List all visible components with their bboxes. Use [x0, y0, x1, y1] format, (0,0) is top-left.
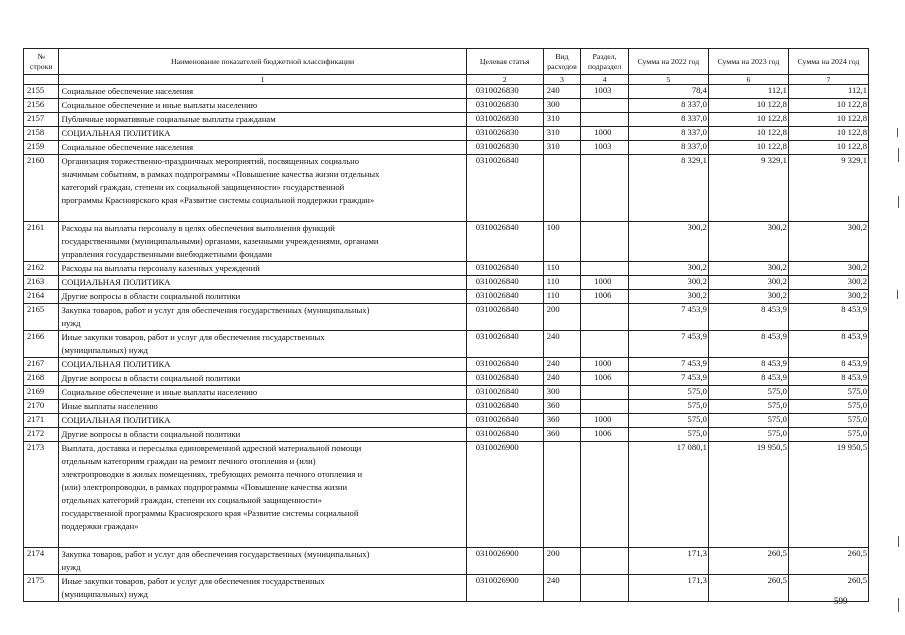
- target-article: 0310026840: [466, 386, 543, 400]
- sum-2022: 8 337,0: [628, 99, 708, 113]
- section-code: [581, 548, 629, 575]
- target-article: 0310026900: [466, 548, 543, 575]
- expense-type: [543, 155, 580, 222]
- sum-2023: 575,0: [708, 400, 788, 414]
- table-header: [24, 49, 869, 85]
- sum-2022: 78,4: [628, 85, 708, 99]
- row-name-line: Другие вопросы в области социальной политики: [61, 291, 241, 301]
- row-name: [59, 222, 466, 262]
- row-name-line: (муниципальных) нужд: [61, 345, 148, 355]
- table-row: [24, 155, 869, 222]
- expense-type: 310: [543, 113, 580, 127]
- row-name-line: управления государственными внебюджетными фондами: [61, 249, 272, 259]
- sum-2022: 300,2: [628, 290, 708, 304]
- sum-2024: 575,0: [788, 400, 868, 414]
- sum-2023: 575,0: [708, 386, 788, 400]
- header-expense-type: Вид расходов: [543, 49, 580, 75]
- row-number: 2157: [24, 113, 59, 127]
- row-name-line: Социальное обеспечение и иные выплаты населению: [61, 387, 258, 397]
- row-number: 2161: [24, 222, 59, 262]
- sum-2023: 112,1: [708, 85, 788, 99]
- expense-type: 100: [543, 222, 580, 262]
- sum-2024: 300,2: [788, 276, 868, 290]
- target-article: 0310026840: [466, 372, 543, 386]
- target-article: 0310026900: [466, 442, 543, 548]
- row-name-line: программы Красноярского края «Развитие системы социальной поддержки граждан»: [61, 195, 375, 205]
- row-name-line: отдельным категориям граждан на ремонт печного отопления и (или): [61, 456, 316, 466]
- expense-type: 300: [543, 386, 580, 400]
- row-name: [59, 372, 466, 386]
- row-number: 2159: [24, 141, 59, 155]
- target-article: 0310026840: [466, 428, 543, 442]
- row-number: 2168: [24, 372, 59, 386]
- row-name: [59, 428, 466, 442]
- sum-2022: 7 453,9: [628, 372, 708, 386]
- target-article: 0310026840: [466, 414, 543, 428]
- row-name-line: (или) электропроводки, в рамках подпрограммы «Повышение качества жизни: [61, 482, 348, 492]
- row-number: 2166: [24, 331, 59, 358]
- row-name-line: Социальное обеспечение и иные выплаты населению: [61, 100, 258, 110]
- sum-2022: 7 453,9: [628, 358, 708, 372]
- row-number: 2163: [24, 276, 59, 290]
- row-number: 2162: [24, 262, 59, 276]
- sum-2024: 260,5: [788, 575, 868, 602]
- sum-2023: 9 329,1: [708, 155, 788, 222]
- expense-type: 240: [543, 372, 580, 386]
- table-row: [24, 331, 869, 358]
- sum-2022: 171,3: [628, 575, 708, 602]
- row-name-line: Расходы на выплаты персоналу в целях обеспечения выполнения функций: [61, 223, 335, 233]
- sum-2024: 8 453,9: [788, 304, 868, 331]
- row-name-line: Другие вопросы в области социальной политики: [61, 373, 241, 383]
- row-name-line: Социальное обеспечение населения: [61, 86, 194, 96]
- row-name: [59, 262, 466, 276]
- row-number: 2167: [24, 358, 59, 372]
- sum-2024: 575,0: [788, 414, 868, 428]
- sum-2024: 10 122,8: [788, 141, 868, 155]
- sum-2023: 19 950,5: [708, 442, 788, 548]
- sum-2024: 300,2: [788, 262, 868, 276]
- row-name-line: поддержки граждан»: [61, 521, 139, 531]
- target-article: 0310026830: [466, 127, 543, 141]
- section-code: [581, 99, 629, 113]
- sum-2024: 300,2: [788, 290, 868, 304]
- section-code: 1006: [581, 428, 629, 442]
- row-name-line: (муниципальных) нужд: [61, 589, 148, 599]
- section-code: [581, 155, 629, 222]
- table-row: [24, 85, 869, 99]
- target-article: 0310026840: [466, 290, 543, 304]
- table-row: [24, 358, 869, 372]
- row-name: [59, 358, 466, 372]
- sum-2023: 8 453,9: [708, 358, 788, 372]
- row-number: 2173: [24, 442, 59, 548]
- table-row: [24, 276, 869, 290]
- row-name-line: Расходы на выплаты персоналу казенных учреждений: [61, 263, 260, 273]
- sum-2022: 300,2: [628, 276, 708, 290]
- expense-type: 200: [543, 304, 580, 331]
- row-number: 2165: [24, 304, 59, 331]
- expense-type: 360: [543, 428, 580, 442]
- col-number: 6: [708, 75, 788, 85]
- header-section: Раздел, подраздел: [581, 49, 629, 75]
- row-name: [59, 386, 466, 400]
- target-article: 0310026830: [466, 141, 543, 155]
- header-sum-2024: Сумма на 2024 год: [788, 49, 868, 75]
- target-article: 0310026840: [466, 222, 543, 262]
- section-code: [581, 575, 629, 602]
- target-article: 0310026840: [466, 155, 543, 222]
- col-number: 4: [581, 75, 629, 85]
- expense-type: 240: [543, 85, 580, 99]
- section-code: [581, 222, 629, 262]
- section-code: 1006: [581, 372, 629, 386]
- row-name-line: Закупка товаров, работ и услуг для обеспечения государственных (муниципальных): [61, 305, 370, 315]
- table-row: [24, 304, 869, 331]
- sum-2023: 300,2: [708, 222, 788, 262]
- section-code: [581, 331, 629, 358]
- sum-2022: 7 453,9: [628, 304, 708, 331]
- sum-2022: 575,0: [628, 414, 708, 428]
- table-row: [24, 575, 869, 602]
- row-number: 2175: [24, 575, 59, 602]
- sum-2024: 575,0: [788, 428, 868, 442]
- table-body: [24, 85, 869, 602]
- col-number: 2: [466, 75, 543, 85]
- sum-2023: 10 122,8: [708, 113, 788, 127]
- row-name: [59, 85, 466, 99]
- col-number: 1: [59, 75, 466, 85]
- section-code: 1000: [581, 414, 629, 428]
- row-name: [59, 113, 466, 127]
- row-name-line: СОЦИАЛЬНАЯ ПОЛИТИКА: [61, 128, 171, 138]
- expense-type: 200: [543, 548, 580, 575]
- section-code: [581, 386, 629, 400]
- sum-2024: 575,0: [788, 386, 868, 400]
- table-row: [24, 290, 869, 304]
- row-name: [59, 400, 466, 414]
- expense-type: 360: [543, 414, 580, 428]
- row-name-line: Выплата, доставка и пересылка единовременной адресной материальной помощи: [61, 443, 362, 453]
- expense-type: 110: [543, 276, 580, 290]
- target-article: 0310026840: [466, 304, 543, 331]
- budget-table: [23, 48, 869, 602]
- header-target: Целевая статья: [466, 49, 543, 75]
- expense-type: 310: [543, 127, 580, 141]
- expense-type: 110: [543, 290, 580, 304]
- row-name-line: Организация торжественно-праздничных мероприятий, посвященных социально: [61, 156, 360, 166]
- section-code: 1000: [581, 127, 629, 141]
- row-name: [59, 155, 466, 222]
- column-number-row: [24, 75, 869, 85]
- sum-2023: 8 453,9: [708, 372, 788, 386]
- target-article: 0310026840: [466, 276, 543, 290]
- sum-2024: 10 122,8: [788, 127, 868, 141]
- scan-mark: [897, 128, 898, 137]
- row-name-line: Закупка товаров, работ и услуг для обеспечения государственных (муниципальных): [61, 549, 370, 559]
- row-number: 2169: [24, 386, 59, 400]
- row-name-line: отдельных категорий граждан, степени их социальной защищенности»: [61, 495, 322, 505]
- row-number: 2164: [24, 290, 59, 304]
- sum-2024: 260,5: [788, 548, 868, 575]
- sum-2022: 8 329,1: [628, 155, 708, 222]
- row-name-line: значимым событиям, в рамках подпрограммы «Повышение качества жизни отдельных: [61, 169, 380, 179]
- sum-2022: 8 337,0: [628, 127, 708, 141]
- sum-2023: 300,2: [708, 262, 788, 276]
- col-number: 7: [788, 75, 868, 85]
- table-row: [24, 99, 869, 113]
- row-name-line: Другие вопросы в области социальной политики: [61, 429, 241, 439]
- scan-mark: [898, 598, 899, 612]
- expense-type: 310: [543, 141, 580, 155]
- table-row: [24, 548, 869, 575]
- row-name-line: Иные закупки товаров, работ и услуг для обеспечения государственных: [61, 576, 325, 586]
- sum-2023: 260,5: [708, 548, 788, 575]
- row-number: 2160: [24, 155, 59, 222]
- row-name: [59, 141, 466, 155]
- col-number: 3: [543, 75, 580, 85]
- table-row: [24, 262, 869, 276]
- row-name: [59, 575, 466, 602]
- table-row: [24, 141, 869, 155]
- expense-type: 240: [543, 331, 580, 358]
- sum-2024: 112,1: [788, 85, 868, 99]
- sum-2024: 8 453,9: [788, 358, 868, 372]
- target-article: 0310026830: [466, 85, 543, 99]
- target-article: 0310026840: [466, 400, 543, 414]
- row-name: [59, 331, 466, 358]
- sum-2024: 10 122,8: [788, 113, 868, 127]
- row-name-line: СОЦИАЛЬНАЯ ПОЛИТИКА: [61, 359, 171, 369]
- sum-2022: 575,0: [628, 386, 708, 400]
- section-code: 1006: [581, 290, 629, 304]
- sum-2022: 300,2: [628, 222, 708, 262]
- sum-2023: 10 122,8: [708, 127, 788, 141]
- table-row: [24, 400, 869, 414]
- target-article: 0310026830: [466, 113, 543, 127]
- row-name-line: Иные закупки товаров, работ и услуг для обеспечения государственных: [61, 332, 325, 342]
- row-name-line: Публичные нормативные социальные выплаты гражданам: [61, 114, 276, 124]
- scan-mark: [898, 196, 899, 208]
- row-name: [59, 548, 466, 575]
- sum-2023: 300,2: [708, 290, 788, 304]
- section-code: [581, 262, 629, 276]
- table-row: [24, 222, 869, 262]
- target-article: 0310026830: [466, 99, 543, 113]
- sum-2022: 8 337,0: [628, 113, 708, 127]
- sum-2024: 300,2: [788, 222, 868, 262]
- row-name-line: государственными (муниципальными) органами, казенными учреждениями, органами: [61, 236, 379, 246]
- row-name: [59, 304, 466, 331]
- header-sum-2022: Сумма на 2022 год: [628, 49, 708, 75]
- row-name-line: СОЦИАЛЬНАЯ ПОЛИТИКА: [61, 277, 171, 287]
- row-name: [59, 276, 466, 290]
- sum-2022: 7 453,9: [628, 331, 708, 358]
- row-name: [59, 127, 466, 141]
- sum-2022: 17 080,1: [628, 442, 708, 548]
- sum-2023: 575,0: [708, 428, 788, 442]
- scan-mark: [898, 536, 899, 547]
- expense-type: 300: [543, 99, 580, 113]
- page-number: 599: [834, 596, 848, 606]
- section-code: 1000: [581, 358, 629, 372]
- col-number: [24, 75, 59, 85]
- section-code: 1003: [581, 85, 629, 99]
- table-row: [24, 127, 869, 141]
- row-name-line: Социальное обеспечение населения: [61, 142, 194, 152]
- col-number: 5: [628, 75, 708, 85]
- row-name-line: нужд: [61, 318, 81, 328]
- header-sum-2023: Сумма на 2023 год: [708, 49, 788, 75]
- row-name-line: СОЦИАЛЬНАЯ ПОЛИТИКА: [61, 415, 171, 425]
- sum-2022: 171,3: [628, 548, 708, 575]
- sum-2024: 8 453,9: [788, 331, 868, 358]
- row-name-line: категорий граждан, степени их социальной защищенности» государственной: [61, 182, 345, 192]
- target-article: 0310026900: [466, 575, 543, 602]
- sum-2023: 260,5: [708, 575, 788, 602]
- table-row: [24, 428, 869, 442]
- section-code: [581, 400, 629, 414]
- expense-type: 240: [543, 575, 580, 602]
- target-article: 0310026840: [466, 331, 543, 358]
- row-name: [59, 99, 466, 113]
- row-number: 2155: [24, 85, 59, 99]
- sum-2023: 8 453,9: [708, 331, 788, 358]
- expense-type: 110: [543, 262, 580, 276]
- row-name: [59, 442, 466, 548]
- row-number: 2172: [24, 428, 59, 442]
- row-number: 2158: [24, 127, 59, 141]
- row-number: 2174: [24, 548, 59, 575]
- sum-2024: 10 122,8: [788, 99, 868, 113]
- table-row: [24, 113, 869, 127]
- header-name: Наименование показателей бюджетной классификации: [59, 49, 466, 75]
- sum-2024: 9 329,1: [788, 155, 868, 222]
- row-name-line: электропроводки в жилых помещениях, требующих ремонта печного отопления и: [61, 469, 363, 479]
- row-number: 2170: [24, 400, 59, 414]
- sum-2024: 19 950,5: [788, 442, 868, 548]
- section-code: [581, 442, 629, 548]
- expense-type: [543, 442, 580, 548]
- section-code: 1003: [581, 141, 629, 155]
- row-name: [59, 290, 466, 304]
- scan-mark: [897, 290, 898, 299]
- sum-2023: 10 122,8: [708, 141, 788, 155]
- target-article: 0310026840: [466, 262, 543, 276]
- table-row: [24, 386, 869, 400]
- section-code: [581, 304, 629, 331]
- row-name-line: государственной программы Красноярского края «Развитие системы социальной: [61, 508, 359, 518]
- table-row: [24, 442, 869, 548]
- row-number: 2171: [24, 414, 59, 428]
- scan-mark: [898, 148, 899, 162]
- section-code: 1000: [581, 276, 629, 290]
- sum-2022: 575,0: [628, 428, 708, 442]
- row-name-line: Иные выплаты населению: [61, 401, 158, 411]
- sum-2022: 575,0: [628, 400, 708, 414]
- row-name-line: нужд: [61, 562, 81, 572]
- table-row: [24, 372, 869, 386]
- sum-2023: 575,0: [708, 414, 788, 428]
- sum-2023: 8 453,9: [708, 304, 788, 331]
- target-article: 0310026840: [466, 358, 543, 372]
- sum-2023: 300,2: [708, 276, 788, 290]
- sum-2023: 10 122,8: [708, 99, 788, 113]
- sum-2022: 8 337,0: [628, 141, 708, 155]
- expense-type: 360: [543, 400, 580, 414]
- expense-type: 240: [543, 358, 580, 372]
- header-row: [24, 49, 869, 75]
- header-row-no: № строки: [24, 49, 59, 75]
- row-number: 2156: [24, 99, 59, 113]
- table-row: [24, 414, 869, 428]
- section-code: [581, 113, 629, 127]
- sum-2024: 8 453,9: [788, 372, 868, 386]
- sum-2022: 300,2: [628, 262, 708, 276]
- row-name: [59, 414, 466, 428]
